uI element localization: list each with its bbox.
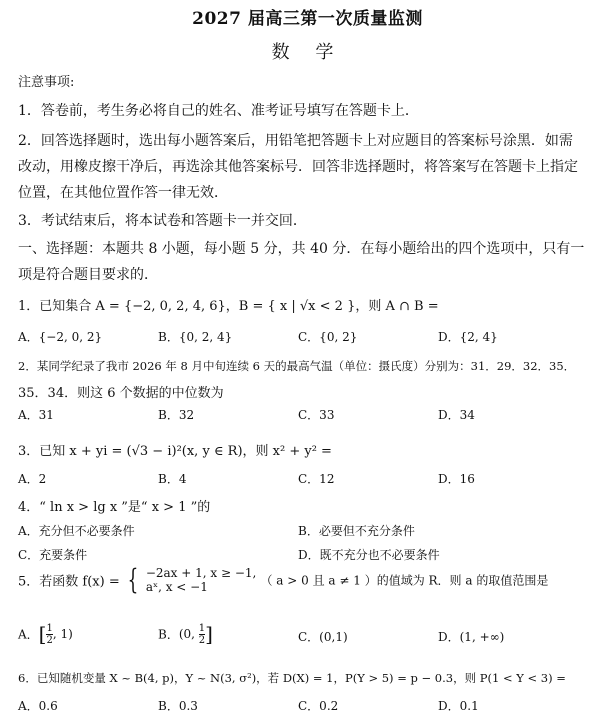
q6-option-a: A．0.6 (18, 699, 58, 713)
q2-option-a: A．31 (18, 408, 54, 422)
q5-option-a (18, 622, 73, 646)
q2-stem-line-2: 35．34．则这 6 个数据的中位数为 (18, 386, 224, 401)
q5-piecewise (146, 566, 257, 594)
q4-stem: 4．“ ln x > lg x ”是“ x > 1 ”的 (18, 500, 211, 515)
note-2-line-1: 2．回答选择题时，选出每小题答案后，用铅笔把答题卡上对应题目的答案标号涂黑．如需 (18, 133, 573, 149)
q4-option-a: A．充分但不必要条件 (18, 524, 135, 538)
q4-option-b: B．必要但不充分条件 (298, 524, 415, 538)
q2-option-c: C．33 (298, 408, 335, 422)
q3-option-c: C．12 (298, 472, 335, 486)
q1-option-c: C．{0, 2} (298, 330, 358, 344)
q5-prefix: 5．若函数 f(x) = (18, 574, 120, 590)
q5-option-a-tail: , 1) (52, 627, 73, 641)
q1-stem: 1．已知集合 A = {−2, 0, 2, 4, 6}，B = { x | √x < 2 }，则 A ∩ B = (18, 299, 439, 314)
q6-stem: 6．已知随机变量 X ~ B(4, p)，Y ~ N(3, σ²)，若 D(X) = 1，P(Y > 5) = p − 0.3，则 P(1 < Y < 3) = (18, 671, 566, 685)
q1-option-b: B．{0, 2, 4} (158, 330, 233, 344)
note-3: 3．考试结束后，将本试卷和答题卡一并交回． (18, 213, 307, 229)
q4-option-c: C．充要条件 (18, 548, 88, 562)
q5-option-b-numerator: 1 (198, 622, 206, 634)
note-2-line-3: 位置，在其他位置作答一律无效． (18, 185, 228, 201)
q2-option-d: D．34 (438, 408, 475, 422)
q6-option-c: C．0.2 (298, 699, 339, 713)
q1-option-a: A．{−2, 0, 2} (18, 330, 103, 344)
q5-suffix: （ a > 0 且 a ≠ 1 ）的值域为 R．则 a 的取值范围是 (260, 573, 549, 588)
note-2-line-2: 改动，用橡皮擦干净后，再选涂其他答案标号．回答非选择题时，将答案写在答题卡上指定 (18, 159, 578, 175)
q5-piece-1: −2ax + 1, x ≥ −1, (145, 566, 257, 580)
q5-option-a-numerator: 1 (46, 622, 53, 634)
exam-title: 2027 届高三第一次质量监测 (192, 9, 423, 29)
q3-option-d: D．16 (438, 472, 475, 486)
exam-subject: 数 学 (271, 42, 344, 63)
q1-option-d: D．{2, 4} (438, 330, 498, 344)
q5-option-b (158, 622, 213, 646)
q5-option-d: D．(1, +∞) (438, 630, 505, 644)
q5-option-b-bracket: ] (205, 622, 213, 646)
q5-option-b-label: B． (158, 627, 179, 642)
q2-option-b: B．32 (158, 408, 195, 422)
section-instructions-line-2: 项是符合题目要求的． (18, 267, 158, 283)
q5-option-b-denominator: 2 (198, 634, 206, 646)
q3-stem: 3．已知 x + yi = (√3 − i)²(x, y ∈ R)，则 x² + y² = (18, 444, 332, 459)
q5-stem (18, 563, 549, 606)
q3-option-a: A．2 (18, 472, 47, 486)
section-instructions-line-1: 一、选择题：本题共 8 小题，每小题 5 分，共 40 分．在每小题给出的四个选项中，只有一 (18, 241, 585, 257)
q5-option-a-bracket: [ (38, 622, 47, 646)
q4-option-d: D．既不充分也不必要条件 (298, 548, 440, 562)
q5-brace: { (127, 563, 139, 596)
q2-stem-line-1: 2．某同学纪录了我市 2026 年 8 月中旬连续 6 天的最高气温（单位：摄氏度）分别为：31．29．32．35． (18, 359, 576, 373)
q5-piece-2: aˣ, x < −1 (145, 580, 208, 594)
q5-option-a-label: A． (18, 627, 39, 642)
notes-heading: 注意事项: (18, 75, 75, 90)
q5-option-b-head: (0, (178, 627, 199, 641)
q5-option-a-denominator: 2 (46, 634, 53, 646)
q5-option-c: C．(0,1) (298, 630, 348, 644)
q3-option-b: B．4 (158, 472, 187, 486)
note-1: 1．答卷前，考生务必将自己的姓名、准考证号填写在答题卡上． (18, 103, 419, 119)
q6-option-b: B．0.3 (158, 699, 198, 713)
q6-option-d: D．0.1 (438, 699, 479, 713)
